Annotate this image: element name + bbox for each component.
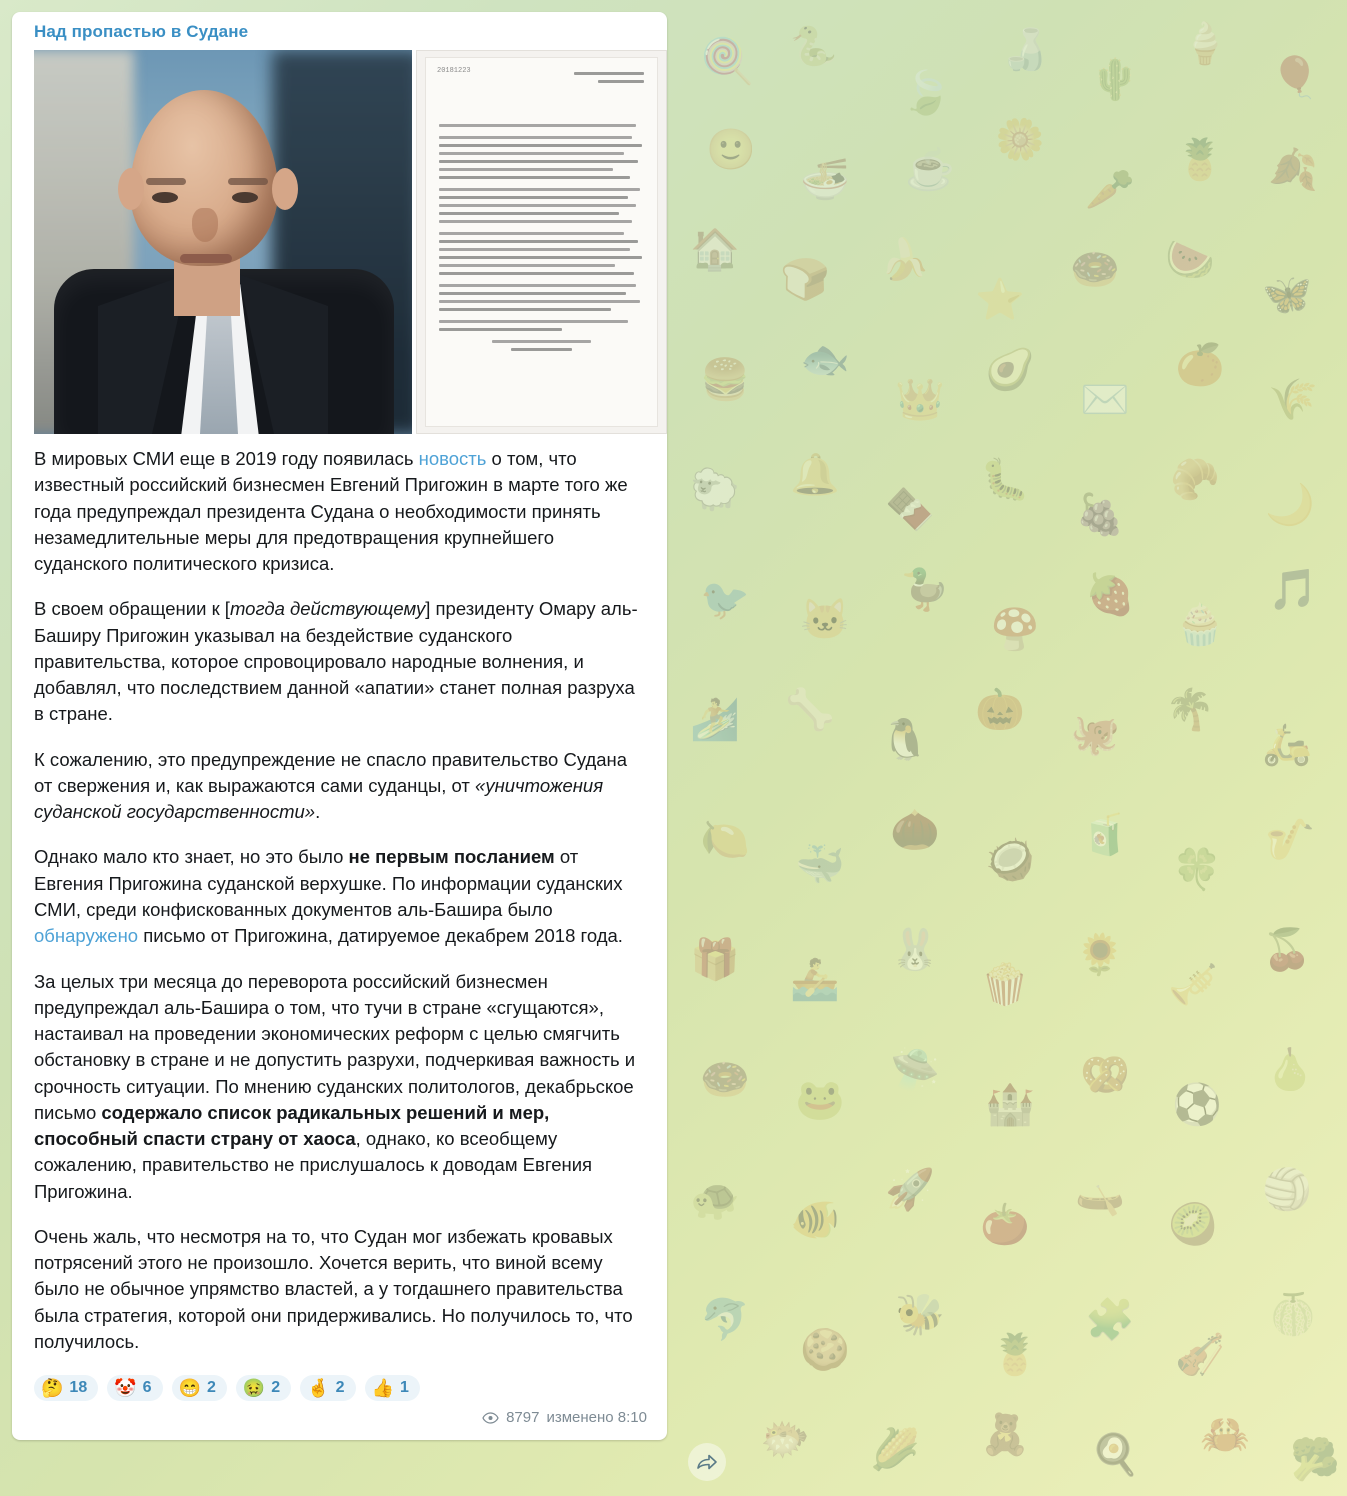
inline-bold: не первым посланием: [348, 846, 555, 868]
reaction-count: 2: [206, 1379, 216, 1397]
reaction-thumbs-up[interactable]: [365, 1375, 420, 1401]
views-count: 8797: [506, 1409, 540, 1427]
photo-nose: [192, 208, 218, 242]
message-paragraph-1: В мировых СМИ еще в 2019 году появилась новость о том, что известный российский бизнесмен Евгений Пригожин в марте того же года предупреждал президента Судана о необходимости принять незамедлительные меры для предотвращения крупнейшего суданского политического кризиса.: [34, 448, 628, 575]
chat-wallpaper: 🍭 🐍 🍃 🍶 🌵 🍦 🎈 🙂 🍜 ☕ 🌼 🥕 🍍 🍂 🏠 🍞 🍌 ⭐ 🍩 🍉 🦋 🍔 🐟 👑 🥑 ✉️ 🍊 🌾 🐑 🔔 🍫 🐛 🍇 🥐 🌙 🐦 🐱 🦆 🍄 🍓 🧁 🎵 🏄 🦴 🐧 🎃 🐙 🌴 🛵 🍋 🐳 🌰 🥥 🧃 🍀 🎷 🎁 🚣 🐰 🍿 🌻 🎺 🍒 🍩 🐸 🛸 🏰 🥨 ⚽ 🍐 🐢 🐠 🚀 🍅 🛶 🥝 🏐 🐬 🍪 🐝 🍍 🧩 🎻 🍈 🐡 🌽 🧸 🍳 🦀 🥦: [690, 22, 1340, 1482]
photo-brow-left: [146, 178, 186, 185]
views-eye-icon: [482, 1412, 499, 1424]
document-scan-attachment[interactable]: [416, 50, 667, 434]
inline-bold: содержало список радикальных решений и мер, способный спасти страну от хаоса: [34, 1101, 550, 1150]
photo-eye-right: [232, 192, 258, 203]
reaction-thinking[interactable]: [34, 1375, 98, 1401]
reaction-nauseated[interactable]: [236, 1375, 291, 1401]
message-paragraph-3: К сожалению, это предупреждение не спасло правительство Судана от свержения и, как выражаются сами суданцы, от «уничтожения суданской государственности».: [34, 748, 628, 823]
media-album[interactable]: [34, 50, 667, 434]
clown-face-icon: 🤡: [114, 1378, 137, 1399]
channel-title[interactable]: Над пропастью в Судане: [34, 22, 249, 41]
reaction-count: 6: [142, 1379, 152, 1397]
reaction-count: 18: [69, 1379, 88, 1397]
message-paragraph-5: За целых три месяца до переворота российский бизнесмен предупреждал аль-Башира о том, что тучи в стране «сгущаются», настаивал на проведении экономических реформ с целью смягчить обстановку в стране и не допустить разрухи, подчеркивая важность и срочность ситуации. По мнению суданских политологов, декабрьское письмо содержало список радикальных решений и мер, способный спасти страну от хаоса, однако, ко всеобщему сожалению, правительство не прислушалось к доводам Евгения Пригожина.: [34, 970, 636, 1202]
reaction-clown[interactable]: [107, 1375, 162, 1401]
share-button[interactable]: [688, 1443, 726, 1481]
message-paragraph-2: В своем обращении к [тогда действующему] президенту Омару аль-Баширу Пригожин указывал на бездействие суданского правительства, которое спровоцировало народные волнения, и добавлял, что последствием данной «апатии» станет полная разруха в стране.: [34, 598, 638, 725]
message-footer: [12, 1405, 667, 1440]
document-signature: [439, 340, 644, 351]
message-paragraph-6: Очень жаль, что несмотря на то, что Судан мог избежать кровавых потрясений этого не произошло. Хочется верить, что виной всему было не обычное упрямство властей, а у тогдашнего правительства была стратегия, которой они придерживались. Но получилось то, что получилось.: [34, 1225, 633, 1352]
document-letterhead: [574, 67, 644, 88]
edited-time: изменено 8:10: [546, 1409, 647, 1427]
inline-italic: «уничтожения суданской государственности»: [34, 774, 604, 823]
thumbs-up-icon: 👍: [371, 1378, 394, 1399]
document-paragraph: [439, 136, 644, 179]
inline-italic: тогда действующему: [229, 598, 426, 620]
document-paragraph: [439, 284, 644, 311]
reactions-bar[interactable]: [12, 1365, 667, 1405]
nauseated-face-icon: 🤢: [242, 1378, 266, 1399]
document-paragraph: [439, 188, 644, 223]
reaction-crossed-fingers[interactable]: [300, 1375, 355, 1401]
document-date-stamp: 20181223: [437, 67, 471, 75]
photo-brow-right: [228, 178, 268, 185]
photo-ear-right: [272, 168, 298, 210]
photo-ear-left: [118, 168, 144, 210]
discovered-link[interactable]: обнаружено: [34, 925, 139, 947]
share-arrow-icon: [696, 1452, 718, 1472]
photo-mouth: [180, 254, 232, 263]
message-text: [12, 434, 667, 1365]
thinking-face-icon: 🤔: [41, 1378, 64, 1399]
message-paragraph-4: Однако мало кто знает, но это было не первым посланием от Евгения Пригожина суданской верхушке. По информации суданских СМИ, среди конфискованных документов аль-Башира было обнаружено письмо от Пригожина, датируемое декабрем 2018 года.: [34, 846, 623, 947]
document-paragraph: [439, 232, 644, 275]
reaction-count: 2: [335, 1379, 345, 1397]
photo-attachment[interactable]: [34, 50, 412, 434]
photo-eye-left: [152, 192, 178, 203]
document-sheet: [425, 57, 658, 427]
telegram-message-bubble[interactable]: [12, 12, 667, 1440]
grinning-face-icon: 😁: [178, 1378, 201, 1399]
crossed-fingers-icon: 🤞: [307, 1378, 330, 1399]
news-link[interactable]: новость: [418, 448, 487, 469]
document-paragraph: [439, 320, 644, 331]
reaction-count: 2: [271, 1379, 281, 1397]
reaction-grin[interactable]: [172, 1375, 227, 1401]
document-paragraph: [439, 124, 644, 127]
reaction-count: 1: [399, 1379, 409, 1397]
